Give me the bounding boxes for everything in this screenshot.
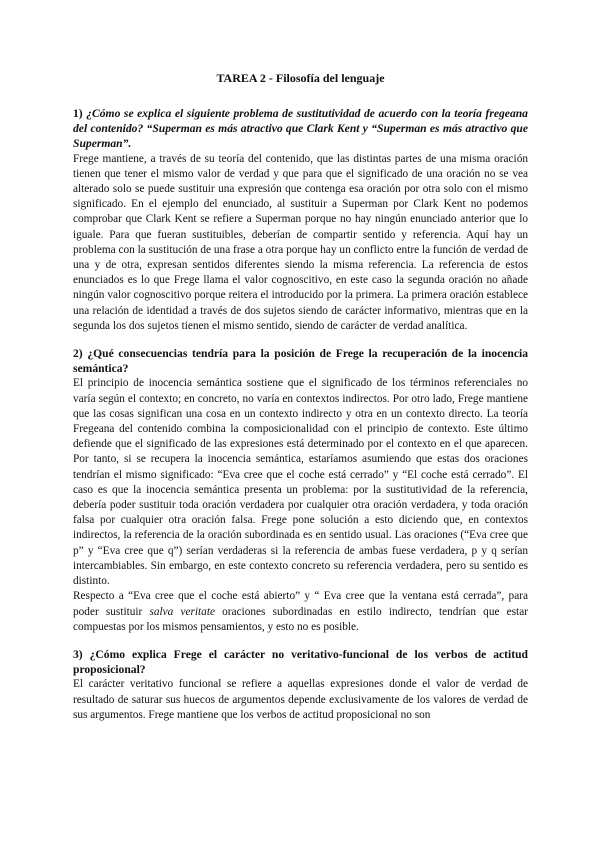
answer-2-p2-after: oraciones subordinadas en estilo indirecto, tendrían que estar compuestas por los mismos pensamientos, y esto no es posible. [73, 605, 528, 633]
question-2-number: 2) [73, 347, 83, 361]
question-2-text: ¿Qué consecuencias tendría para la posición de Frege la recuperación de la inocencia semántica? [73, 347, 528, 376]
question-3-number: 3) [73, 647, 83, 661]
section-2 [73, 346, 528, 635]
section-1 [73, 106, 528, 334]
question-3-text: ¿Cómo explica Frege el carácter no veritativo-funcional de los verbos de actitud proposicional? [73, 647, 528, 677]
question-3 [73, 647, 528, 677]
question-2 [73, 346, 528, 376]
answer-2-paragraph-1: El principio de inocencia semántica sostiene que el significado de los términos referenciales no varía según el contexto; en concreto, no varía en contextos indirectos. Por otro lado, Frege mantiene que las cosas significan una cosa en un contexto indirecto y otra en un contexto directo. La teoría Fregeana del contenido combina la composicionalidad con el principio de contexto. Este último defiende que el significado de las expresiones está determinado por el contexto en el que aparecen. Por tanto, si se recupera la inocencia semántica, estaríamos asumiendo que estas dos oraciones tendrían el mismo significado: “Eva cree que el coche está cerrado” y “El coche está cerrado”. El caso es que la inocencia semántica presenta un problema: por la sustitutividad de la referencia, debería poder sustituir toda oración verdadera por cualquier otra oración verdadera, y toda oración falsa por cualquier otra oración falsa. Frege pone solución a esto diciendo que, en contextos indirectos, la referencia de la oración subordinada es en sentido usual. Las oraciones (“Eva cree que p” y “Eva cree que q”) serían verdaderas si la referencia de ambas fuese verdadera, p y q serían intercambiables. Sin embargo, en este contexto concreto su referencia verdadera, pero su sentido es distinto. [73, 377, 528, 588]
section-3 [73, 647, 528, 723]
document-title: TAREA 2 - Filosofía del lenguaje [216, 71, 385, 85]
question-1 [73, 106, 528, 152]
answer-2-p2-before: Respecto a “Eva cree que el coche está abierto” y “ Eva cree que la ventana está cerrada”, para poder sustituir [73, 590, 528, 618]
answer-3-paragraph-1: El carácter veritativo funcional se refiere a aquellas expresiones donde el valor de verdad de resultado de saturar sus huecos de argumentos depende exclusivamente de los valores de verdad de sus argumentos. Frege mantiene que los verbos de actitud proposicional no son [73, 678, 528, 721]
question-1-text: ¿Cómo se explica el siguiente problema de sustitutividad de acuerdo con la teoría fregeana del contenido? “Superman es más atractivo que Clark Kent y “Superman es más atractivo que Superman”. [73, 107, 528, 151]
answer-1-paragraph-1: Frege mantiene, a través de su teoría del contenido, que las distintas partes de una misma oración tienen que tener el mismo valor de verdad y que para que el significado de una oración no se vea alterado solo se puede sustituir una expresión que contenga esa oración por otra solo con el mismo significado. En el ejemplo del enunciado, al sustituir a Superman por Clark Kent no podemos comprobar que Clark Kent se refiere a Superman porque no hay ningún enunciado anterior que lo iguale. Para que fueran sustituibles, deberían de compartir sentido y referencia. Aquí hay un problema con la sustitución de una frase a otra porque hay un conflicto entre la función de verdad de una y de otra, expresan sentidos diferentes siendo la misma referencia. La referencia de estos enunciados es lo que Frege llama el valor cognoscitivo, en este caso la segunda oración no añade ningún valor cognoscitivo porque reitera el introducido por la primera. La primera oración establece una relación de identidad a través de dos sujetos siendo de carácter informativo, mientras que en la segunda los dos sujetos tienen el mismo sentido, siendo de carácter de verdad analítica. [73, 152, 528, 332]
question-1-number: 1) [73, 107, 83, 120]
answer-2-p2-italic: salva veritate [149, 605, 215, 618]
answer-2-paragraph-2 [73, 589, 528, 635]
